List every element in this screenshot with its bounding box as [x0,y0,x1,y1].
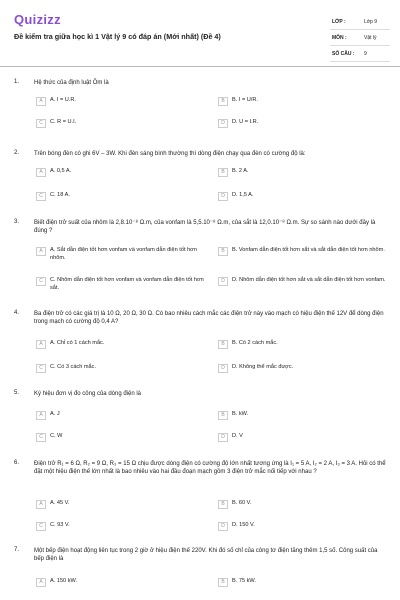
question-number: 5. [14,390,20,396]
page-title: Đề kiểm tra giữa học kì 1 Vật lý 9 có đáp án (Mới nhất) (Đề 4) [14,32,221,41]
option-a[interactable] [36,340,206,349]
option-text: C. R = U.I. [50,119,77,125]
option-b[interactable] [218,578,390,587]
option-text: D. V [232,433,243,439]
option-letter-box: C [36,192,46,201]
option-b[interactable] [218,340,390,349]
meta-key: LỚP : [332,19,346,25]
option-letter-box: A [36,578,46,587]
option-d[interactable] [218,192,390,201]
question-text: Điện trở R₁ = 6 Ω, R₂ = 9 Ω, R₃ = 15 Ω chịu được dòng điện có cường độ lớn nhất tương ứng là I₁ = 5 A, I₂ = 2 A, I₃ = 3 A. Hỏi có thể đặt một hiệu điện thế lớn nhất là bao nhiêu vào hai đầu đoạn mạch gồm 3 điện trở mắc nối tiếp với nhau ? [34,461,386,475]
option-letter-box: B [218,500,228,509]
option-letter-box: C [36,119,46,128]
option-text: B. 75 kW. [232,578,256,584]
option-text: D. Nhôm dẫn điện tốt hơn sắt và sắt dẫn điện tốt hơn vonfam. [232,277,386,283]
option-text: D. 1,5 A. [232,192,254,198]
option-letter-box: A [36,500,46,509]
question-text: Trên bóng đèn có ghi 6V – 3W. Khi đèn sáng bình thường thì dòng điện chạy qua đèn có cường độ là: [34,151,306,157]
option-c[interactable] [36,119,206,128]
question-number: 3. [14,219,20,225]
question-text: Một bếp điện hoạt động liên tục trong 2 giờ ở hiệu điện thế 220V. Khi đó số chỉ của công tơ điện tăng thêm 1,5 số. Công suất của bếp điện là [34,548,378,562]
option-letter-box: A [36,411,46,420]
option-letter-box: B [218,340,228,349]
question-number: 1. [14,79,20,85]
option-letter-box: C [36,277,46,286]
question-number: 7. [14,547,20,553]
option-letter-box: D [218,433,228,442]
option-c[interactable] [36,277,206,292]
option-letter-box: B [218,411,228,420]
option-b[interactable] [218,97,390,106]
option-a[interactable] [36,500,206,509]
quizizz-logo: Quizizz [14,12,61,27]
option-letter-box: B [218,168,228,177]
option-c[interactable] [36,364,206,373]
option-letter-box: B [218,97,228,106]
option-c[interactable] [36,433,206,442]
option-letter-box: C [36,433,46,442]
option-b[interactable] [218,500,390,509]
option-d[interactable] [218,433,390,442]
meta-value: Lớp 9 [364,19,378,25]
worksheet-header [0,0,400,62]
option-letter-box: B [218,247,228,256]
option-text: A. 45 V. [50,500,70,506]
option-letter-box: D [218,364,228,373]
option-text: A. 0,5 A. [50,168,72,174]
option-text: B. 2 A. [232,168,249,174]
question-text: Biết điện trở suất của nhôm là 2,8.10⁻⁸ Ω.m, của vonfam là 5,5.10⁻⁸ Ω.m, của sắt là 12,0.10⁻⁸ Ω.m. Sự so sánh nào dưới đây là đúng ? [34,220,376,234]
option-letter-box: D [218,119,228,128]
option-d[interactable] [218,119,390,128]
option-letter-box: A [36,97,46,106]
option-b[interactable] [218,168,390,177]
question-number: 6. [14,460,20,466]
option-c[interactable] [36,192,206,201]
option-text: B. Có 2 cách mắc. [232,340,278,346]
option-text: C. Có 3 cách mắc. [50,364,97,370]
option-text: C. 18 A. [50,192,70,198]
option-d[interactable] [218,522,390,531]
option-a[interactable] [36,578,206,587]
option-d[interactable] [218,277,390,286]
option-c[interactable] [36,522,206,531]
option-letter-box: C [36,522,46,531]
option-text: C. Nhôm dẫn điện tốt hơn vonfam và vonfam dẫn điện tốt hơn sắt. [50,277,204,291]
option-text: B. kW. [232,411,249,417]
question-text: Ký hiệu đơn vị đo công của dòng điện là [34,391,142,397]
option-a[interactable] [36,411,206,420]
option-text: B. 60 V. [232,500,252,506]
meta-key: SỐ CÂU : [332,51,355,57]
header-divider [0,66,400,67]
meta-value: Vật lý [364,35,377,41]
option-letter-box: D [218,277,228,286]
option-a[interactable] [36,97,206,106]
option-text: D. Không thể mắc được. [232,364,294,370]
option-letter-box: A [36,247,46,256]
option-letter-box: B [218,578,228,587]
question-number: 4. [14,310,20,316]
option-letter-box: A [36,168,46,177]
meta-table [330,14,390,62]
question-text: Hệ thức của định luật Ôm là [34,80,109,86]
option-text: A. 150 kW. [50,578,78,584]
option-a[interactable] [36,168,206,177]
meta-row-class [330,14,390,30]
meta-key: MÔN : [332,35,347,41]
option-text: A. J [50,411,60,417]
option-b[interactable] [218,411,390,420]
option-a[interactable] [36,247,206,262]
option-text: C. 93 V. [50,522,70,528]
option-letter-box: A [36,340,46,349]
option-d[interactable] [218,364,390,373]
option-text: A. Chỉ có 1 cách mắc. [50,340,105,346]
option-b[interactable] [218,247,390,256]
meta-row-subject [330,30,390,46]
meta-value: 9 [364,51,367,57]
option-text: A. Sắt dẫn điện tốt hơn vonfam và vonfam dẫn điện tốt hơn nhôm. [50,247,197,261]
option-text: A. I = U.R. [50,97,76,103]
question-text: Ba điện trở có các giá trị là 10 Ω, 20 Ω, 30 Ω. Có bao nhiêu cách mắc các điện trở này vào mạch có hiệu điện thế 12V để dòng điện trong mạch có cường độ 0,4 A? [34,311,384,325]
option-text: B. Vonfam dẫn điện tốt hơn sắt và sắt dẫn điện tốt hơn nhôm. [232,247,385,253]
option-text: C. W [50,433,63,439]
option-text: B. I = U/R. [232,97,258,103]
option-letter-box: D [218,522,228,531]
meta-row-count [330,46,390,62]
option-letter-box: D [218,192,228,201]
option-text: D. 150 V. [232,522,255,528]
option-letter-box: C [36,364,46,373]
option-text: D. U = I.R. [232,119,259,125]
question-number: 2. [14,150,20,156]
